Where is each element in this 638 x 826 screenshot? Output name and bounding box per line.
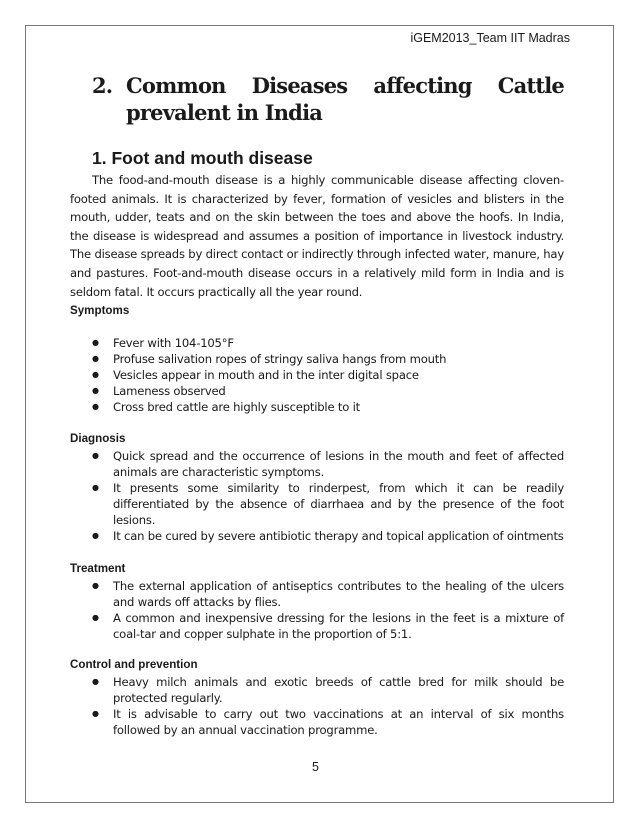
list-item: ● Fever with 104-105°F xyxy=(92,335,564,351)
title-word: Common xyxy=(126,73,226,98)
list-item: ● The external application of antiseptics contributes to the healing of the ulcers and wards off attacks by flies. xyxy=(92,578,564,610)
diagnosis-list xyxy=(92,448,564,544)
section-heading: 1. Foot and mouth disease xyxy=(92,148,313,168)
title-word: Diseases xyxy=(251,73,348,98)
control-list xyxy=(92,674,564,738)
intro-paragraph xyxy=(70,171,564,301)
list-item: ● Heavy milch animals and exotic breeds of cattle bred for milk should be protected regularly. xyxy=(92,674,564,706)
running-header: iGEM2013_Team IIT Madras xyxy=(410,31,570,45)
treatment-heading: Treatment xyxy=(70,562,126,575)
list-item: ● Vesicles appear in mouth and in the inter digital space xyxy=(92,367,564,383)
list-item: ● Quick spread and the occurrence of lesions in the mouth and feet of affected animals are characteristic symptoms. xyxy=(92,448,564,480)
control-heading: Control and prevention xyxy=(70,658,198,671)
chapter-number: 2. xyxy=(92,73,113,98)
title-line-2: prevalent in India xyxy=(126,100,323,125)
title-word: affecting xyxy=(373,73,472,98)
page-number: 5 xyxy=(312,760,319,774)
paragraph-text: The food-and-mouth disease is a highly communicable disease affecting cloven-footed animals. It is characterized by fever, formation of vesicles and blisters in the mouth, udder, teats and on the skin between the toes and above the hoofs. In India, the disease is widespread and assumes a position of importance in livestock industry. The disease spreads by direct contact or indirectly through infected water, manure, hay and pastures. Foot-and-mouth disease occurs in a relatively mild form in India and is seldom fatal. It occurs practically all the year round. xyxy=(70,173,564,299)
symptoms-heading: Symptoms xyxy=(70,304,130,317)
list-item: ● A common and inexpensive dressing for the lesions in the feet is a mixture of coal-tar and copper sulphate in the proportion of 5:1. xyxy=(92,610,564,642)
list-item: ● Profuse salivation ropes of stringy saliva hangs from mouth xyxy=(92,351,564,367)
chapter-title xyxy=(92,72,564,126)
list-item: ● It can be cured by severe antibiotic therapy and topical application of ointments xyxy=(92,528,564,544)
title-word: Cattle xyxy=(497,73,564,98)
symptoms-list xyxy=(92,335,564,415)
treatment-list xyxy=(92,578,564,642)
diagnosis-heading: Diagnosis xyxy=(70,432,126,445)
list-item: ● Cross bred cattle are highly susceptible to it xyxy=(92,399,564,415)
list-item: ● It is advisable to carry out two vaccinations at an interval of six months followed by an annual vaccination programme. xyxy=(92,706,564,738)
list-item: ● It presents some similarity to rinderpest, from which it can be readily differentiated by the absence of diarrhaea and by the presence of the foot lesions. xyxy=(92,480,564,528)
list-item: ● Lameness observed xyxy=(92,383,564,399)
